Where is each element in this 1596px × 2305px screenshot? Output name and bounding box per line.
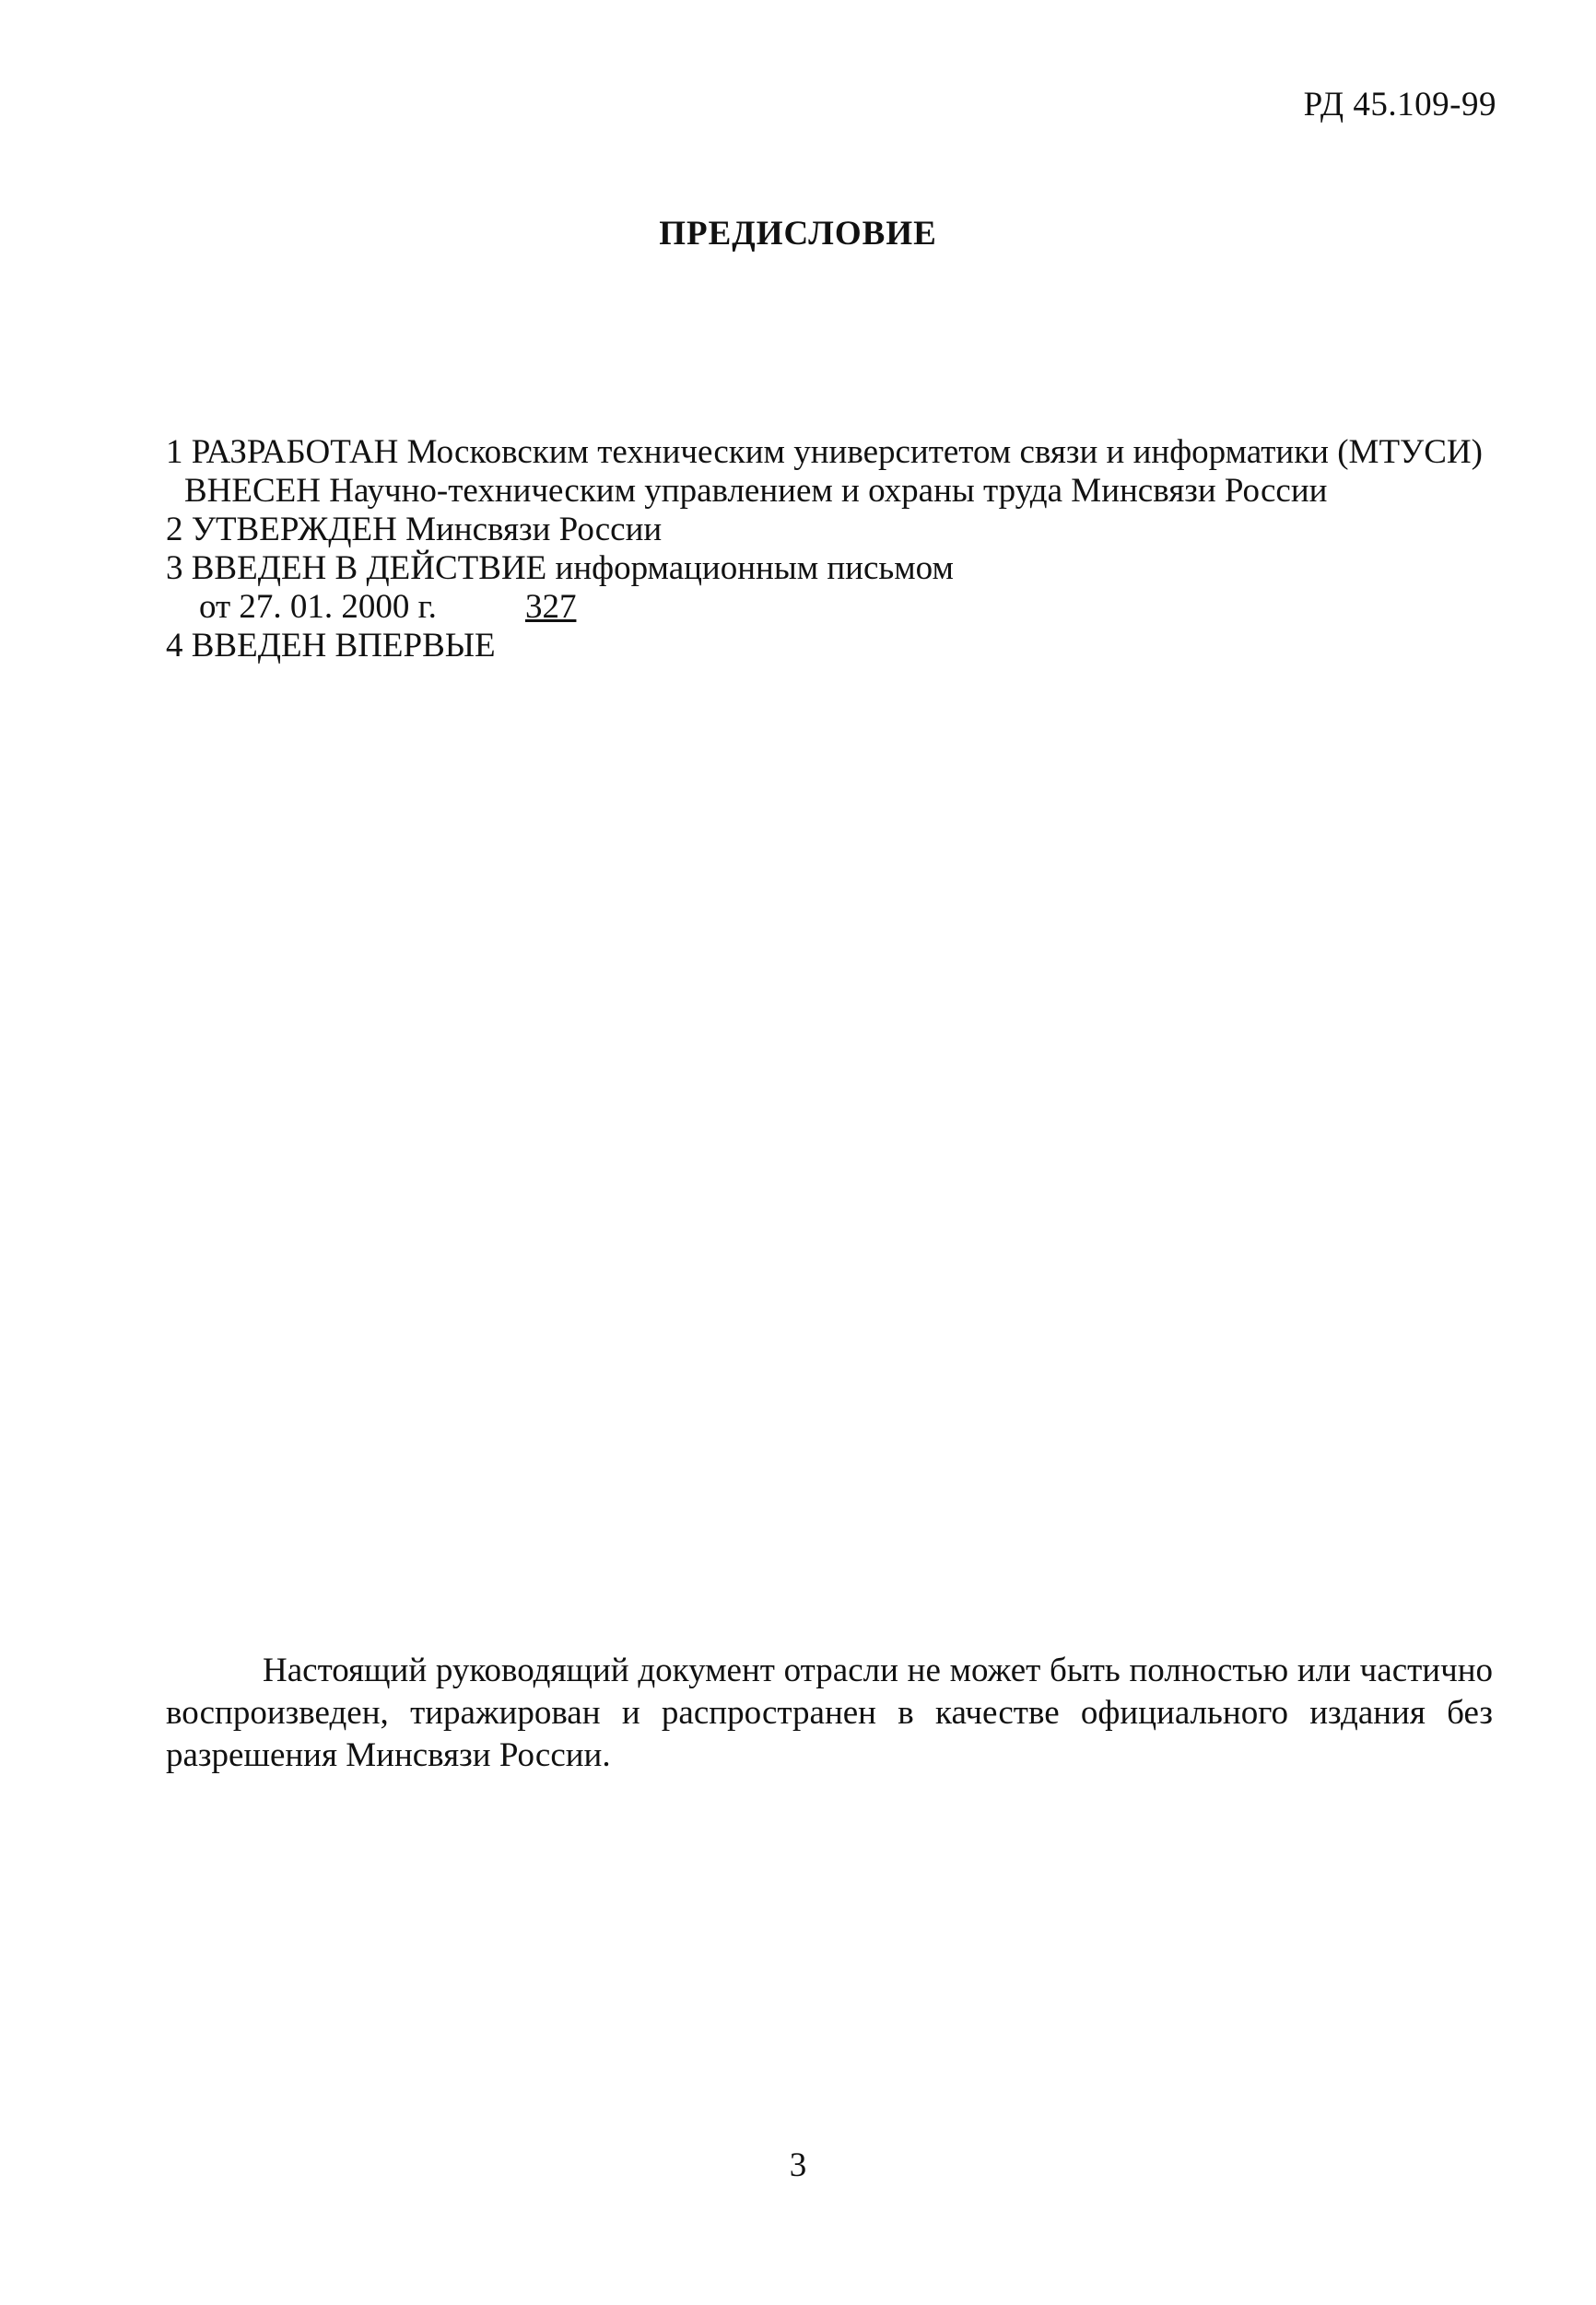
page-number: 3 [789, 2146, 807, 2184]
preface-item-1-sub: ВНЕСЕН Научно-техническим управлением и охраны труда Минсвязи России [184, 472, 1328, 510]
preface-item-3: 3 ВВЕДЕН В ДЕЙСТВИЕ информационным письмом [166, 549, 954, 587]
letter-date: от 27. 01. 2000 г. [199, 588, 437, 626]
copyright-notice: Настоящий руководящий документ отрасли не может быть полностью или частично воспроизведен, тиражирован и распространен в качестве официального издания без разрешения Минсвязи России. [166, 1652, 1493, 1774]
preface-item-2: 2 УТВЕРЖДЕН Минсвязи России [166, 511, 663, 548]
preface-item-3-date-line [166, 588, 1502, 627]
letter-number: 327 [524, 588, 577, 626]
page-title: ПРЕДИСЛОВИЕ [659, 215, 937, 253]
preface-item-1: 1 РАЗРАБОТАН Московским техническим университетом связи и информатики (МТУСИ) [166, 433, 1483, 471]
document-code: РД 45.109-99 [1303, 86, 1496, 123]
preface-item-4: 4 ВВЕДЕН ВПЕРВЫЕ [166, 627, 496, 664]
preface-list [166, 433, 1502, 665]
